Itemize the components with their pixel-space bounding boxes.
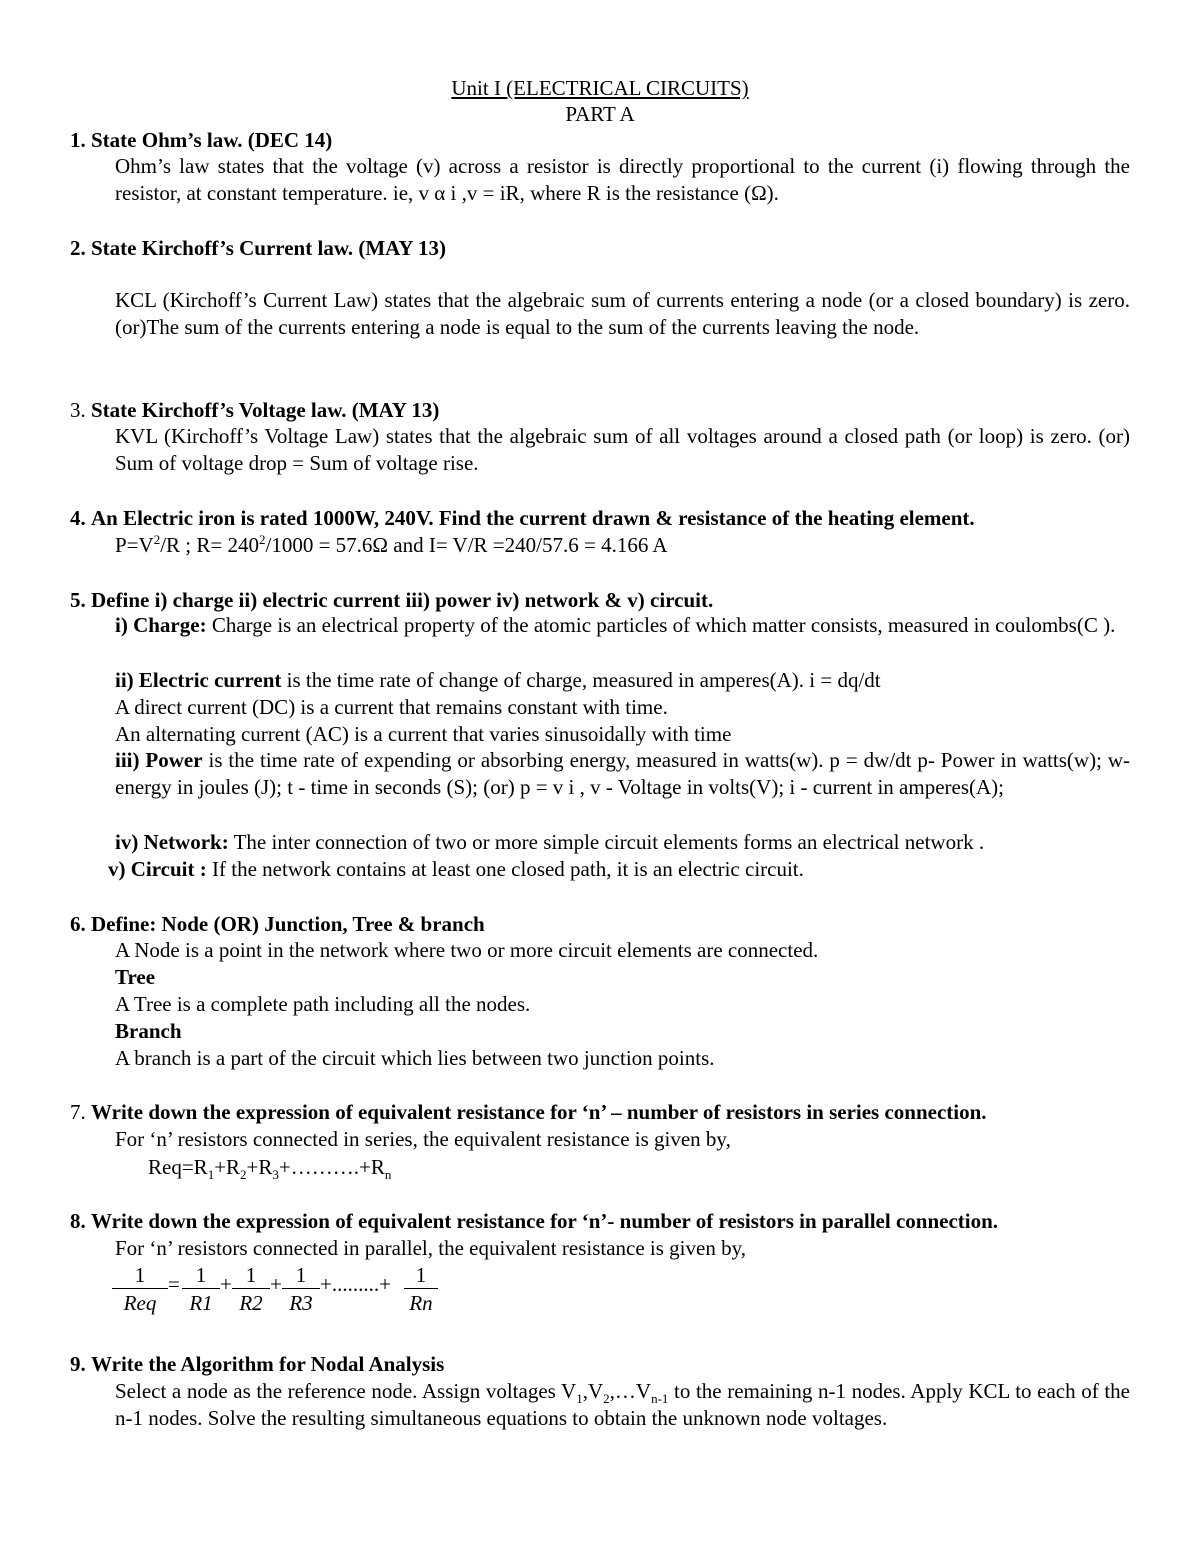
numerator: 1 bbox=[195, 1263, 207, 1287]
eq-part: +R bbox=[214, 1155, 241, 1179]
question-text: State Kirchoff’s Current law. (MAY 13) bbox=[91, 236, 447, 260]
question-2 bbox=[70, 235, 1140, 261]
answer-2: KCL (Kirchoff’s Current Law) states that the algebraic sum of currents entering a node (or a closed boundary) is zero. (or)The sum of the currents entering a node is equal to the sum of the currents leaving the node. bbox=[115, 288, 1130, 339]
subscript: 2 bbox=[603, 1391, 610, 1407]
denominator: R2 bbox=[239, 1291, 263, 1315]
fraction-r3 bbox=[282, 1262, 320, 1315]
answer-part: to the remaining n-1 nodes. Apply KCL to each of the n-1 nodes. Solve the resulting simultaneous equations to obtain the unknown node voltages. bbox=[115, 1379, 1130, 1430]
question-text: State Kirchoff’s Voltage law. (MAY 13) bbox=[91, 398, 440, 422]
plus-sign: + bbox=[270, 1272, 282, 1296]
subscript: n-1 bbox=[651, 1391, 669, 1407]
answer-part: /1000 = 57.6Ω and I= V/R =240/57.6 = 4.166 A bbox=[265, 533, 668, 557]
answer-4 bbox=[115, 532, 1130, 559]
fraction-r2 bbox=[232, 1262, 270, 1315]
answer-3: KVL (Kirchoff’s Voltage Law) states that the algebraic sum of all voltages around a closed path (or loop) is zero. (or) Sum of voltage drop = Sum of voltage rise. bbox=[115, 424, 1130, 475]
question-text: Define i) charge ii) electric current iii) power iv) network & v) circuit. bbox=[91, 588, 714, 612]
question-number: 2. bbox=[70, 236, 86, 260]
parallel-equation bbox=[112, 1262, 472, 1322]
subscript: 3 bbox=[272, 1167, 279, 1183]
answer-part: P=V bbox=[115, 533, 154, 557]
question-number: 1. bbox=[70, 128, 86, 152]
series-equation bbox=[148, 1154, 1163, 1181]
superscript: 2 bbox=[258, 532, 266, 547]
question-8 bbox=[70, 1208, 1140, 1234]
question-number: 5. bbox=[70, 588, 86, 612]
branch-label: Branch bbox=[115, 1019, 182, 1043]
question-text: State Ohm’s law. (DEC 14) bbox=[91, 128, 333, 152]
denominator: Rn bbox=[409, 1291, 433, 1315]
definition-charge bbox=[115, 612, 1130, 639]
question-4 bbox=[70, 505, 1140, 531]
definition-ac: An alternating current (AC) is a current that varies sinusoidally with time bbox=[115, 722, 732, 746]
answer-8: For ‘n’ resistors connected in parallel, the equivalent resistance is given by, bbox=[115, 1236, 746, 1260]
term-text: is the time rate of change of charge, measured in amperes(A). i = dq/dt bbox=[281, 668, 881, 692]
subscript: n bbox=[384, 1167, 392, 1183]
tree-label: Tree bbox=[115, 965, 156, 989]
answer-part: Select a node as the reference node. Assign voltages V bbox=[115, 1379, 577, 1403]
answer-9 bbox=[115, 1378, 1130, 1432]
definition-current bbox=[115, 667, 1130, 694]
question-5 bbox=[70, 587, 1140, 613]
numerator: 1 bbox=[415, 1263, 427, 1287]
definition-node: A Node is a point in the network where two or more circuit elements are connected. bbox=[115, 938, 819, 962]
numerator: 1 bbox=[295, 1263, 307, 1287]
denominator: Req bbox=[123, 1291, 157, 1315]
term-text: If the network contains at least one closed path, it is an electric circuit. bbox=[206, 857, 804, 881]
definition-power bbox=[115, 747, 1130, 801]
definition-dc: A direct current (DC) is a current that remains constant with time. bbox=[115, 695, 668, 719]
question-9 bbox=[70, 1351, 1140, 1377]
numerator: 1 bbox=[134, 1263, 146, 1287]
question-text: Write the Algorithm for Nodal Analysis bbox=[91, 1352, 445, 1376]
term-label: iii) Power bbox=[115, 748, 203, 772]
question-3 bbox=[70, 397, 1140, 423]
document-title: Unit I (ELECTRICAL CIRCUITS) bbox=[451, 76, 749, 100]
subscript: 2 bbox=[240, 1167, 247, 1183]
term-label: iv) Network: bbox=[115, 830, 229, 854]
denominator: R3 bbox=[289, 1291, 313, 1315]
superscript: 2 bbox=[153, 532, 161, 547]
term-label: i) Charge: bbox=[115, 613, 207, 637]
question-6 bbox=[70, 911, 1140, 937]
subscript: 1 bbox=[207, 1167, 215, 1183]
eq-part: +……….+R bbox=[278, 1155, 385, 1179]
definition-branch: A branch is a part of the circuit which lies between two junction points. bbox=[115, 1046, 715, 1070]
plus-sign: + bbox=[220, 1272, 232, 1296]
answer-part: ,V bbox=[582, 1379, 604, 1403]
term-label: v) Circuit : bbox=[108, 857, 207, 881]
ellipsis-plus: +.........+ bbox=[320, 1272, 391, 1296]
term-text: is the time rate of expending or absorbing energy, measured in watts(w). p = dw/dt p- Power in watts(w); w- energy in joules (J); t - time in seconds (S); (or) p = v i , v - Voltage in volts(V); i - current in amperes(A); bbox=[115, 748, 1130, 799]
answer-1: Ohm’s law states that the voltage (v) across a resistor is directly proportional to the current (i) flowing through the resistor, at constant temperature. ie, v α i ,v = iR, where R is the resistance (Ω). bbox=[115, 154, 1130, 205]
question-text: An Electric iron is rated 1000W, 240V. Find the current drawn & resistance of the heating element. bbox=[91, 506, 975, 530]
question-number: 8. bbox=[70, 1209, 86, 1233]
definition-network bbox=[115, 829, 1130, 856]
question-text: Write down the expression of equivalent resistance for ‘n’- number of resistors in parallel connection. bbox=[91, 1209, 999, 1233]
term-text: Charge is an electrical property of the atomic particles of which matter consists, measured in coulombs(C ). bbox=[206, 613, 1116, 637]
answer-7: For ‘n’ resistors connected in series, the equivalent resistance is given by, bbox=[115, 1127, 731, 1151]
question-1 bbox=[70, 127, 1140, 153]
question-number: 4. bbox=[70, 506, 86, 530]
numerator: 1 bbox=[245, 1263, 257, 1287]
fraction-r1 bbox=[182, 1262, 220, 1315]
part-heading: PART A bbox=[565, 102, 635, 126]
denominator: R1 bbox=[189, 1291, 213, 1315]
fraction-lhs bbox=[112, 1262, 168, 1315]
question-7 bbox=[70, 1099, 1140, 1125]
equals-sign: = bbox=[168, 1272, 180, 1296]
eq-part: Req=R bbox=[148, 1155, 208, 1179]
question-text: Define: Node (OR) Junction, Tree & branch bbox=[91, 912, 485, 936]
fraction-rn bbox=[404, 1262, 438, 1315]
eq-part: +R bbox=[246, 1155, 273, 1179]
definition-circuit bbox=[108, 856, 1123, 883]
term-text: The inter connection of two or more simple circuit elements forms an electrical network . bbox=[228, 830, 985, 854]
question-text: Write down the expression of equivalent resistance for ‘n’ – number of resistors in series connection. bbox=[91, 1100, 987, 1124]
question-number: 6. bbox=[70, 912, 86, 936]
answer-part: /R ; R= 240 bbox=[160, 533, 259, 557]
question-number: 9. bbox=[70, 1352, 86, 1376]
answer-part: ,…V bbox=[609, 1379, 652, 1403]
term-label: ii) Electric current bbox=[115, 668, 282, 692]
question-number: 3. bbox=[70, 398, 86, 422]
definition-tree: A Tree is a complete path including all the nodes. bbox=[115, 992, 531, 1016]
question-number: 7. bbox=[70, 1100, 86, 1124]
subscript: 1 bbox=[576, 1391, 583, 1407]
